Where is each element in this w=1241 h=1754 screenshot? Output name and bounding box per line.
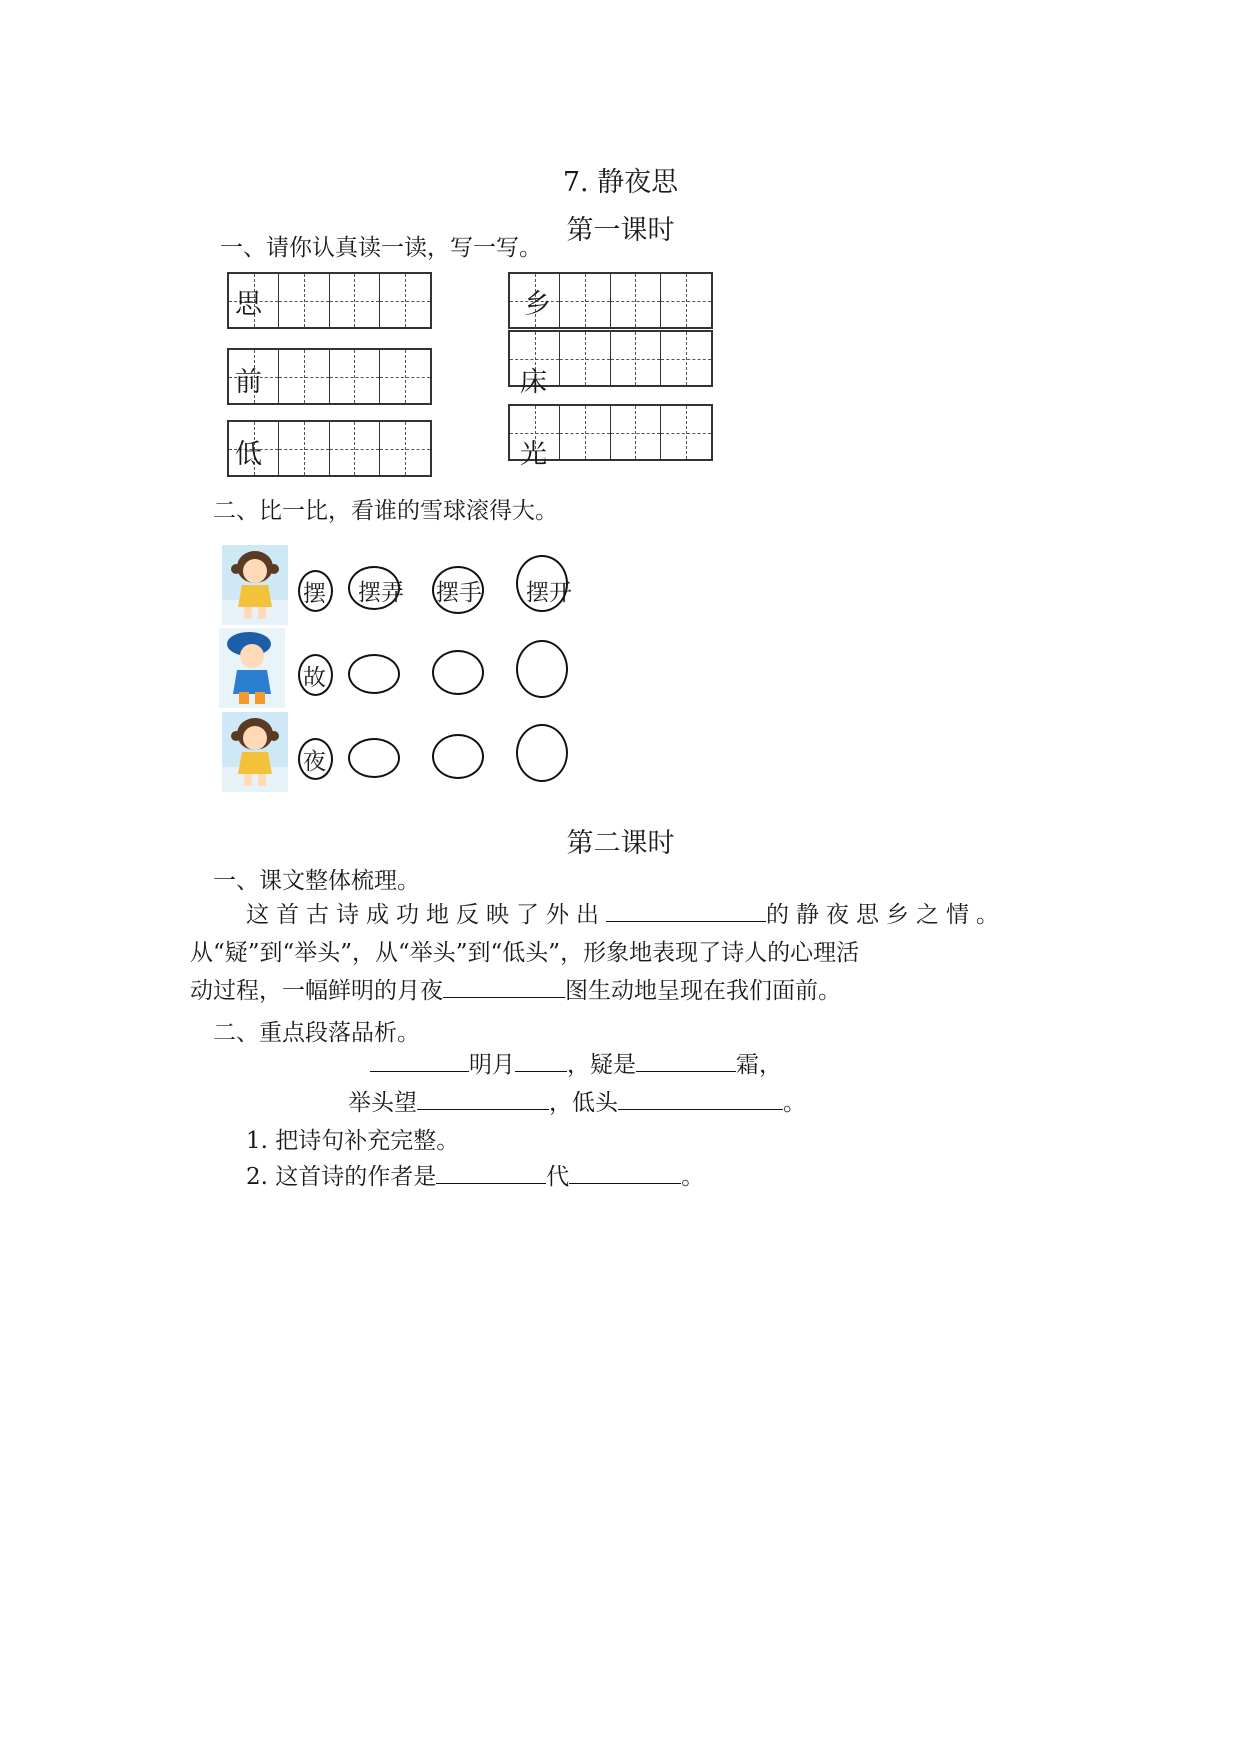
grid-char: 思 <box>235 289 262 320</box>
section1-heading: 一、请你认真读一读，写一写。 <box>220 235 542 261</box>
girl-avatar-icon <box>222 712 288 792</box>
blank-field[interactable] <box>370 1047 469 1072</box>
writing-grid-chuang[interactable] <box>508 330 713 398</box>
snowball-word: 摆开 <box>526 580 572 606</box>
grid-char: 低 <box>235 439 262 470</box>
summary-text: 这首古诗成功地反映了外出 <box>246 902 606 928</box>
page-title: 7. 静夜思 <box>562 167 679 198</box>
question-1: 1. 把诗句补充完整。 <box>246 1128 460 1154</box>
writing-grid-di[interactable] <box>227 420 432 477</box>
summary-line2: 从“疑”到“举头”，从“举头”到“低头”，形象地表现了诗人的心理活 <box>190 940 860 966</box>
snowball-start-char: 夜 <box>303 749 326 775</box>
lesson2-heading: 第二课时 <box>566 828 675 859</box>
grid-char: 光 <box>520 439 547 470</box>
poem-line1 <box>370 1044 782 1086</box>
summary-text: 动过程，一幅鲜明的月夜 <box>190 978 443 1004</box>
question-2 <box>246 1156 704 1198</box>
grid-char: 前 <box>235 367 262 398</box>
poem-text: ，低头 <box>549 1090 618 1116</box>
snowball-2[interactable] <box>432 650 484 695</box>
writing-grid-qian[interactable] <box>227 348 432 405</box>
question-text: 。 <box>681 1164 705 1190</box>
snowball-2[interactable] <box>432 734 484 779</box>
girl-avatar-icon <box>222 545 288 625</box>
question-text: 代 <box>546 1164 570 1190</box>
blank-field[interactable] <box>569 1159 681 1184</box>
lesson1-heading: 第一课时 <box>566 215 675 246</box>
blank-field[interactable] <box>443 973 565 998</box>
question-text: 2. 这首诗的作者是 <box>246 1164 437 1190</box>
blank-field[interactable] <box>515 1047 567 1072</box>
summary-line3 <box>190 970 841 1012</box>
blank-field[interactable] <box>636 1047 736 1072</box>
writing-grid-si[interactable] <box>227 272 432 329</box>
blank-field[interactable] <box>436 1159 546 1184</box>
blank-field[interactable] <box>417 1085 549 1110</box>
poem-text: 霜， <box>736 1052 782 1078</box>
grid-char: 乡 <box>524 289 551 320</box>
lesson2-section1-heading: 一、课文整体梳理。 <box>213 868 420 894</box>
snowball-word: 摆手 <box>436 580 482 606</box>
grid-char: 床 <box>520 367 547 398</box>
snowball-start-char: 故 <box>303 665 326 691</box>
section2-heading: 二、比一比，看谁的雪球滚得大。 <box>213 498 558 524</box>
poem-text: 。 <box>783 1090 806 1116</box>
snowball-3[interactable] <box>516 724 568 782</box>
poem-text: 举头望 <box>348 1090 417 1116</box>
snowball-start-char: 摆 <box>303 581 326 607</box>
snowball-word: 摆弄 <box>358 580 404 606</box>
snowball-3[interactable] <box>516 640 568 698</box>
blank-field[interactable] <box>606 897 766 922</box>
summary-text: 图生动地呈现在我们面前。 <box>565 978 841 1004</box>
summary-text: 的静夜思乡之情。 <box>766 902 1006 928</box>
poem-text: ，疑是 <box>567 1052 636 1078</box>
poem-text: 明月 <box>469 1052 515 1078</box>
writing-grid-xiang[interactable] <box>508 272 713 329</box>
writing-grid-guang[interactable] <box>508 404 713 470</box>
snowball-1[interactable] <box>348 654 400 694</box>
lesson2-section2-heading: 二、重点段落品析。 <box>213 1020 420 1046</box>
summary-line1 <box>246 894 1006 936</box>
snowball-1[interactable] <box>348 738 400 778</box>
boy-avatar-icon <box>219 628 285 708</box>
poem-line2 <box>348 1082 806 1124</box>
blank-field[interactable] <box>618 1085 783 1110</box>
